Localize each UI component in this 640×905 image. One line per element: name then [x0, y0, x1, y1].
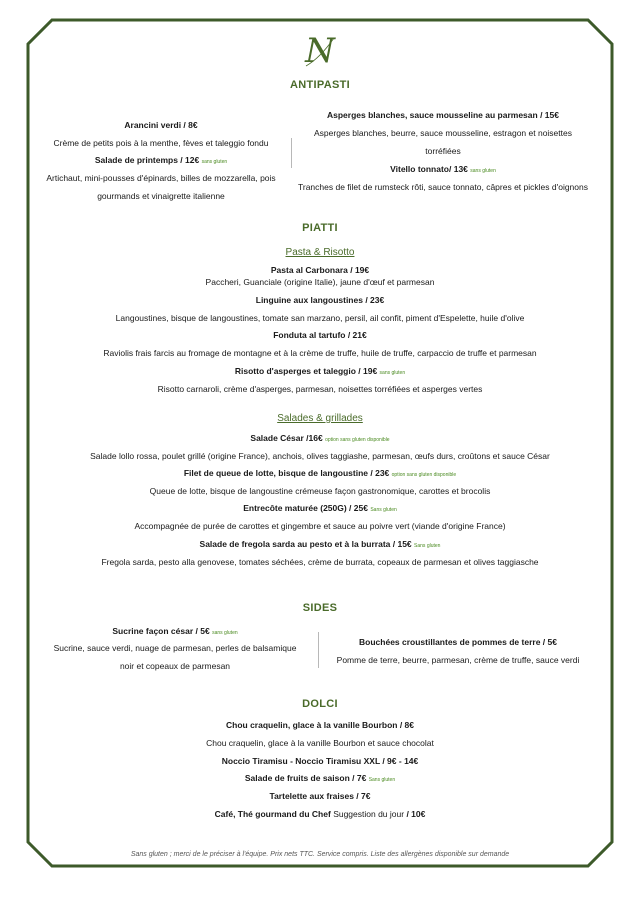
dish-description: Queue de lotte, bisque de langoustine crémeuse façon gastronomique, carottes et brocolis: [149, 486, 491, 496]
dish-name-line: [0, 155, 322, 168]
dish-description: Salade lollo rossa, poulet grillé (origine France), anchois, olives taggiashe, parmesan, œufs durs, croûtons et sauce César: [90, 451, 550, 461]
section-title-sides: SIDES: [302, 602, 338, 614]
dish-name: Filet de queue de lotte, bisque de langoustine / 23€: [183, 468, 390, 478]
dish-name: Arancini verdi / 8€: [124, 120, 198, 130]
dish-description: Langoustines, bisque de langoustines, tomate san marzano, persil, ail confit, piment d'Espelette, huile d'olive: [115, 313, 525, 323]
section-title-dolci: DOLCI: [302, 698, 338, 710]
diet-tag: option sans gluten disponible: [391, 472, 457, 478]
dish-name: Risotto d'asperges et taleggio / 19€: [234, 366, 378, 376]
dish-name-line: [0, 773, 640, 786]
dish-name: Salade César /16€: [250, 433, 323, 443]
dish-name: Noccio Tiramisu - Noccio Tiramisu XXL / 9€ - 14€: [221, 756, 419, 766]
dish-description: Fregola sarda, pesto alla genovese, tomates séchées, crème de burrata, copeaux de parmesan et olives taggiasche: [101, 557, 539, 567]
dish-name-line: [0, 809, 640, 820]
dish-name-line: [0, 503, 640, 516]
dish-name: Vitello tonnato/ 13€: [390, 164, 468, 174]
dish-description: noir et copeaux de parmesan: [119, 661, 231, 671]
diet-tag: option sans gluten disponible: [325, 437, 390, 443]
diet-tag: sans gluten: [470, 168, 496, 174]
diet-tag: Sans gluten: [370, 507, 397, 513]
dish-name: Entrecôte maturée (250G) / 25€: [243, 503, 368, 513]
section-title-antipasti: ANTIPASTI: [290, 79, 350, 91]
diet-tag: sans gluten: [212, 630, 238, 636]
dish-name-line: [292, 164, 594, 177]
dish-name: Linguine aux langoustines / 23€: [255, 295, 385, 305]
diet-tag: Sans gluten: [414, 543, 441, 549]
dish-name-line: [0, 626, 350, 639]
dish-description: gourmands et vinaigrette italienne: [97, 191, 225, 201]
dish-description: Asperges blanches, beurre, sauce mousseline, estragon et noisettes: [314, 128, 572, 138]
dish-name: Chou craquelin, glace à la vanille Bourbon / 8€: [226, 720, 414, 730]
dish-description: Pomme de terre, beurre, parmesan, crème de truffe, sauce verdi: [336, 655, 580, 665]
dish-description: Risotto carnaroli, crème d'asperges, parmesan, noisettes torréfiées et asperges vertes: [157, 384, 483, 394]
dish-price: / 10€: [406, 809, 426, 819]
dish-name-line: [0, 366, 640, 379]
dish-name: Salade de fruits de saison / 7€: [244, 773, 367, 783]
dish-description: Paccheri, Guanciale (origine Italie), jaune d'œuf et parmesan: [205, 277, 435, 287]
subsection-salades-grillades: Salades & grillades: [277, 413, 363, 424]
dish-description: Sucrine, sauce verdi, nuage de parmesan, perles de balsamique: [53, 643, 297, 653]
dish-note: Suggestion du jour: [333, 809, 405, 819]
restaurant-logo: [300, 28, 340, 72]
diet-tag: sans gluten: [201, 159, 228, 165]
dish-name: Sucrine façon césar / 5€: [112, 626, 210, 636]
footer-note: Sans gluten ; merci de le préciser à l'équipe. Prix nets TTC. Service compris. Liste des allergènes disponible sur demande: [130, 851, 510, 858]
dish-name: Café, Thé gourmand du Chef: [214, 809, 331, 819]
dish-name: Salade de printemps / 12€: [94, 155, 200, 165]
dish-name: Salade de fregola sarda au pesto et à la burrata / 15€: [199, 539, 412, 549]
svg-text:N: N: [305, 31, 335, 71]
diet-tag: sans gluten: [379, 370, 406, 376]
dish-name-line: [0, 433, 640, 446]
subsection-pasta-risotto: Pasta & Risotto: [285, 247, 355, 258]
dish-description: Crème de petits pois à la menthe, fèves et taleggio fondu: [53, 138, 269, 148]
dish-name: Pasta al Carbonara / 19€: [270, 265, 370, 275]
dish-description: Raviolis frais farcis au fromage de montagne et à la crème de truffe, huile de truffe, carpaccio de truffe et parmesan: [103, 348, 537, 358]
dish-description: Chou craquelin, glace à la vanille Bourbon et sauce chocolat: [206, 738, 434, 748]
dish-name-line: [0, 539, 640, 552]
section-title-piatti: PIATTI: [302, 222, 338, 234]
dish-name-line: [0, 468, 640, 481]
dish-name: Asperges blanches, sauce mousseline au parmesan / 15€: [327, 110, 559, 120]
dish-description: Tranches de filet de rumsteck rôti, sauce tonnato, câpres et pickles d'oignons: [298, 182, 588, 192]
dish-name: Tartelette aux fraises / 7€: [269, 791, 371, 801]
dish-description: torréfiées: [425, 146, 461, 156]
dish-name: Fonduta al tartufo / 21€: [273, 330, 367, 340]
dish-name: Bouchées croustillantes de pommes de terre / 5€: [359, 637, 557, 647]
dish-description: Accompagnée de purée de carottes et gingembre et sauce au poivre vert (viande d'origine France): [134, 521, 506, 531]
dish-description: Artichaut, mini-pousses d'épinards, billes de mozzarella, pois: [46, 173, 276, 183]
diet-tag: Sans gluten: [368, 777, 396, 783]
